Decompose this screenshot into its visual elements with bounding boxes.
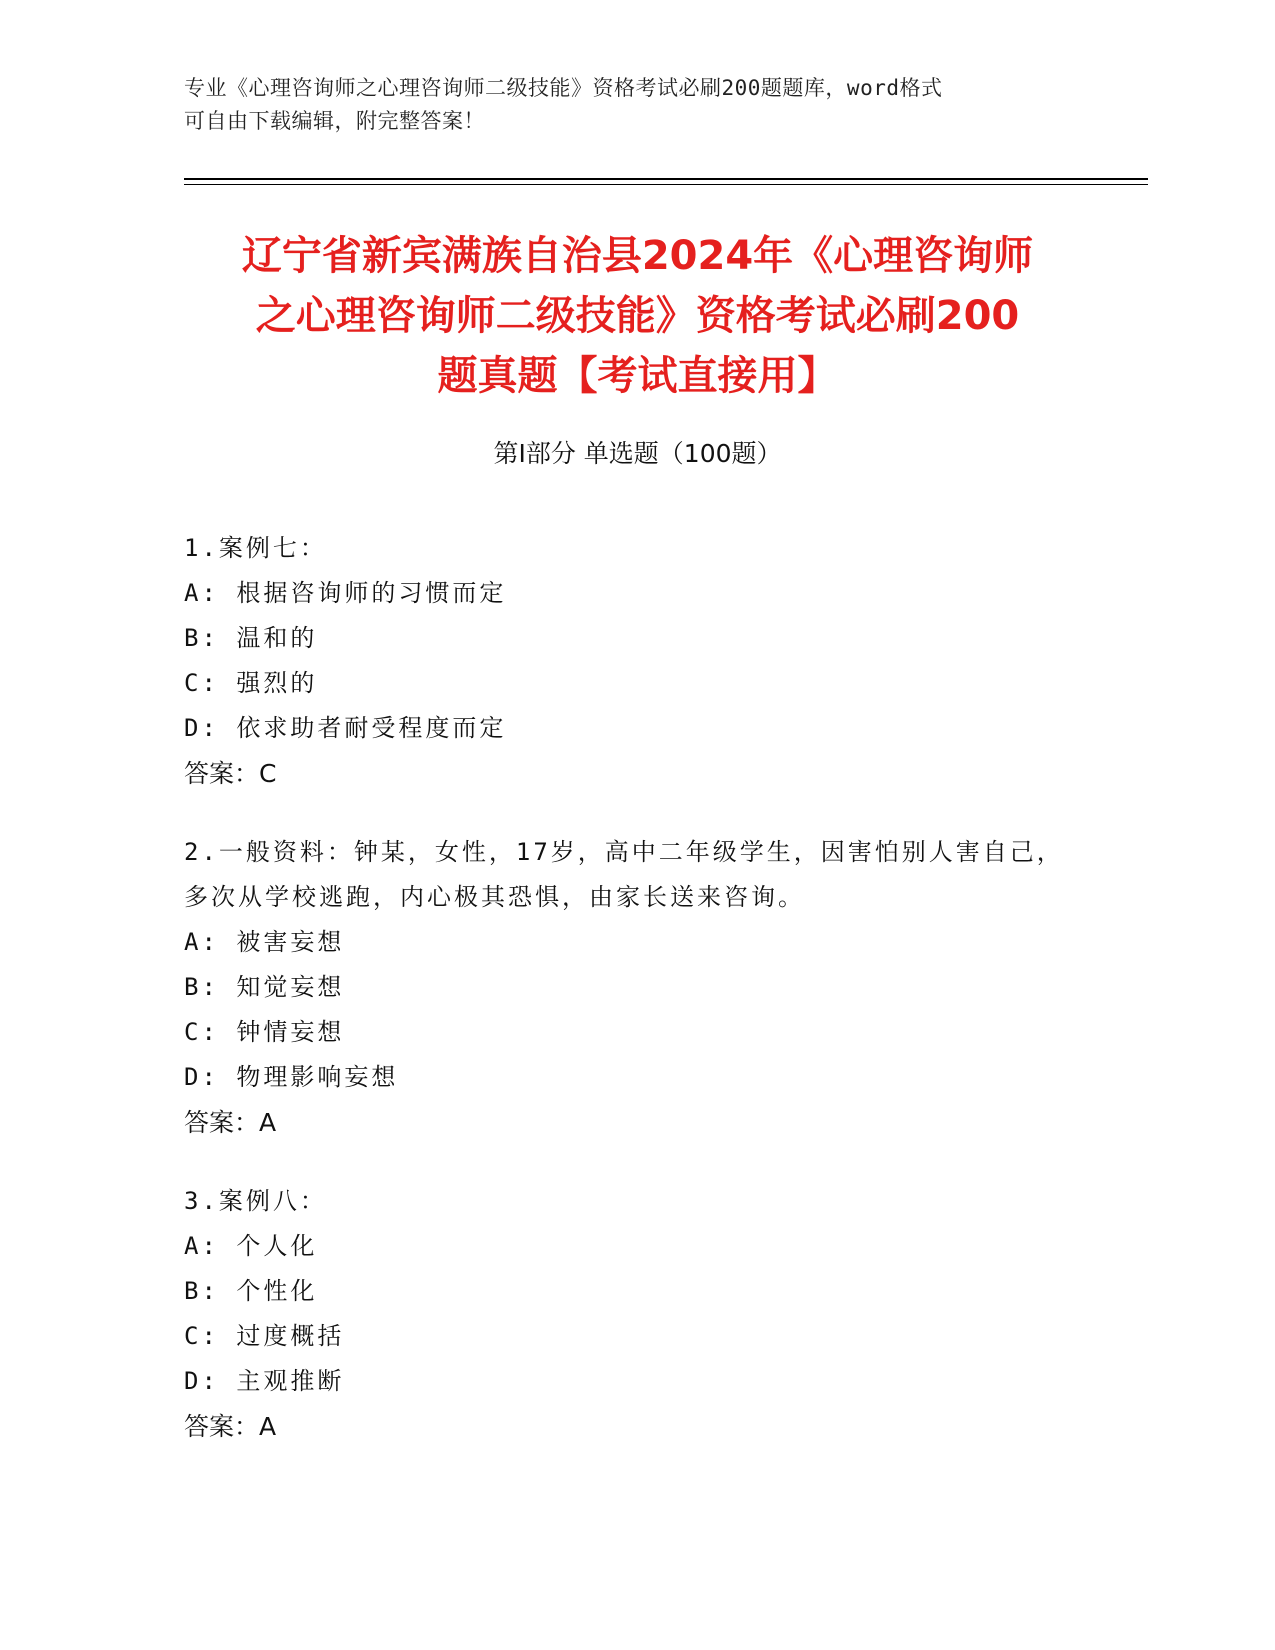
question-stem: 2.一般资料：钟某，女性，17岁，高中二年级学生，因害怕别人害自己，多次从学校逃跑，内心极其恐惧，由家长送来咨询。 bbox=[184, 838, 1064, 911]
option-b: B: 知觉妄想 bbox=[184, 973, 345, 1001]
answer: 答案：A bbox=[184, 1412, 277, 1441]
document-title-line-3: 题真题【考试直接用】 bbox=[437, 353, 838, 399]
option-c: C: 钟情妄想 bbox=[184, 1018, 345, 1046]
document-title bbox=[150, 226, 1125, 406]
option-c: C: 过度概括 bbox=[184, 1322, 345, 1350]
option-d: D: 物理影响妄想 bbox=[184, 1063, 399, 1091]
option-d: D: 依求助者耐受程度而定 bbox=[184, 714, 507, 742]
option-a: A: 个人化 bbox=[184, 1232, 318, 1260]
document-title-line-2: 之心理咨询师二级技能》资格考试必刷200 bbox=[255, 293, 1020, 339]
question-3 bbox=[184, 1179, 1084, 1449]
header-divider-thin bbox=[184, 184, 1148, 185]
option-a: A: 被害妄想 bbox=[184, 928, 345, 956]
answer: 答案：A bbox=[184, 1108, 277, 1137]
header-divider-thick bbox=[184, 178, 1148, 180]
option-a: A: 根据咨询师的习惯而定 bbox=[184, 579, 507, 607]
question-2 bbox=[184, 830, 1084, 1145]
header-note-line-1: 专业《心理咨询师之心理咨询师二级技能》资格考试必刷200题题库，word格式 bbox=[184, 76, 943, 100]
question-stem: 3.案例八： bbox=[184, 1187, 327, 1215]
question-list bbox=[184, 526, 1084, 1483]
option-b: B: 温和的 bbox=[184, 624, 318, 652]
header-note bbox=[184, 72, 1064, 138]
option-d: D: 主观推断 bbox=[184, 1367, 345, 1395]
option-c: C: 强烈的 bbox=[184, 669, 318, 697]
answer: 答案：C bbox=[184, 759, 277, 788]
header-note-line-2: 可自由下载编辑，附完整答案！ bbox=[184, 109, 485, 133]
option-b: B: 个性化 bbox=[184, 1277, 318, 1305]
question-stem: 1.案例七： bbox=[184, 534, 327, 562]
question-1 bbox=[184, 526, 1084, 796]
document-title-line-1: 辽宁省新宾满族自治县2024年《心理咨询师 bbox=[241, 233, 1034, 279]
section-title: 第Ⅰ部分 单选题（100题） bbox=[493, 439, 782, 468]
